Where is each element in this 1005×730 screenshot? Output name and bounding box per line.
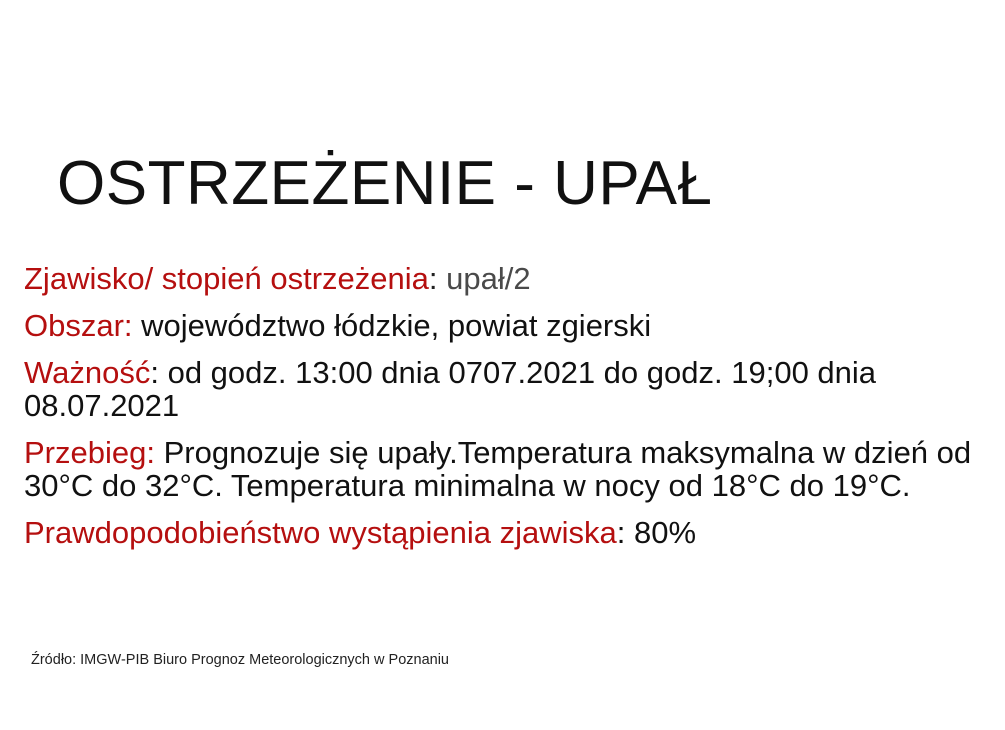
course-value: Prognozuje się upały.Temperatura maksymalna w dzień od 30°C do 32°C. Temperatura minimalna w nocy od 18°C do 19°C.	[24, 435, 972, 503]
phenomenon-value: upał/2	[437, 261, 531, 296]
field-area	[24, 309, 984, 342]
field-validity	[24, 356, 984, 422]
source-note: Źródło: IMGW-PIB Biuro Prognoz Meteorologicznych w Poznaniu	[31, 652, 449, 668]
validity-separator: :	[150, 355, 159, 390]
warning-title: OSTRZEŻENIE - UPAŁ	[57, 149, 713, 218]
field-probability	[24, 516, 984, 549]
warning-details	[24, 262, 984, 563]
area-label: Obszar:	[24, 308, 133, 343]
validity-label: Ważność	[24, 355, 151, 390]
field-phenomenon	[24, 262, 984, 295]
probability-label: Prawdopodobieństwo wystąpienia zjawiska	[24, 515, 617, 550]
field-course	[24, 436, 984, 502]
course-label: Przebieg:	[24, 435, 155, 470]
probability-separator: :	[616, 515, 626, 550]
probability-value: 80%	[625, 515, 697, 550]
phenomenon-label: Zjawisko/ stopień ostrzeżenia	[24, 261, 429, 296]
phenomenon-separator: :	[428, 261, 438, 296]
area-value: województwo łódzkie, powiat zgierski	[132, 308, 652, 343]
validity-value: od godz. 13:00 dnia 0707.2021 do godz. 19;00 dnia 08.07.2021	[24, 355, 877, 423]
